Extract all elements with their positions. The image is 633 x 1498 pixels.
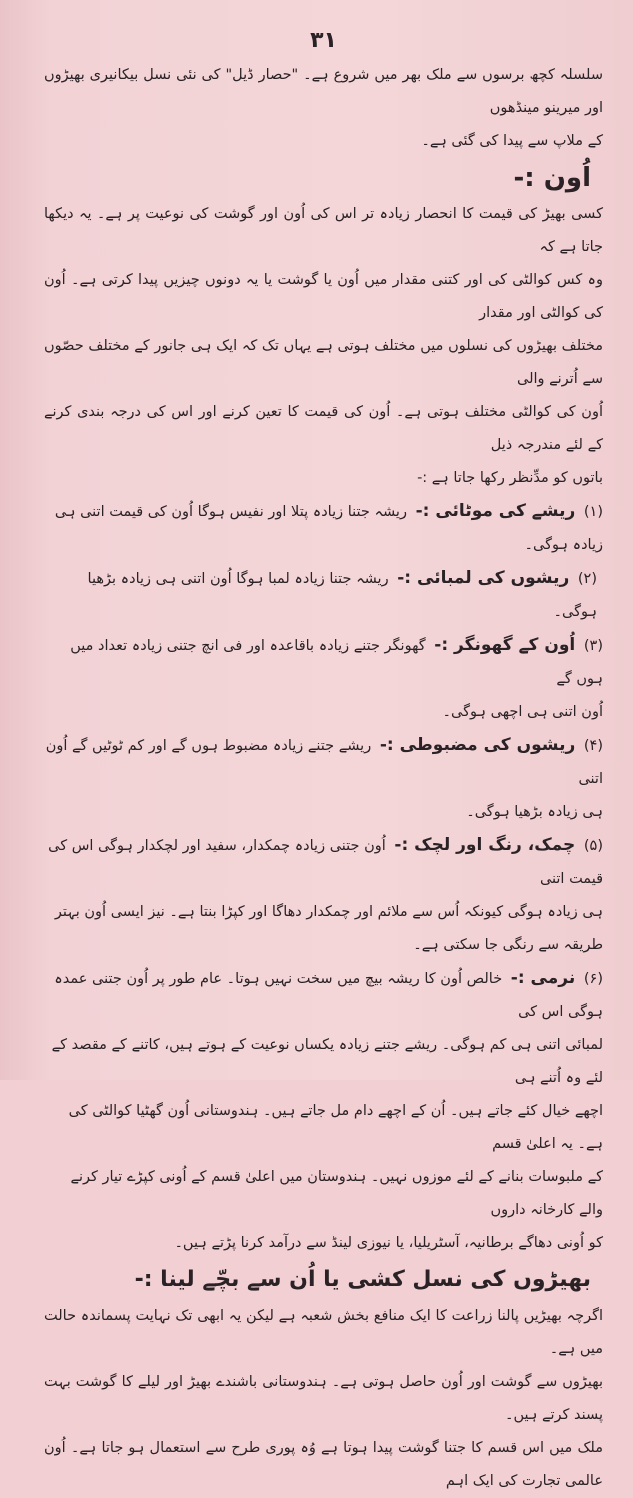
- intro-paragraph: [44, 59, 603, 158]
- page-number: ۳۱: [310, 28, 337, 53]
- item-title: نرمی :-: [510, 968, 576, 988]
- list-item: [44, 495, 603, 562]
- list-item: [44, 729, 603, 796]
- section-heading-wool: اُون :-: [513, 163, 591, 193]
- text-line: اُون کی کوالٹی مختلف ہوتی ہے۔ اُون کی قیمت کا تعین کرنے اور اس کی درجہ بندی کرنے کے لئے مندرجہ ذیل: [44, 404, 603, 453]
- list-item: [44, 562, 603, 629]
- text-line: بھیڑوں سے گوشت اور اُون حاصل ہوتی ہے۔ ہندوستانی باشندے بھیڑ اور لیلے کا گوشت بہت پسند کرتے ہیں۔: [44, 1374, 603, 1423]
- wool-criteria-list: [44, 495, 603, 1260]
- item-number: (۶): [583, 971, 603, 987]
- item-title: ریشوں کی مضبوطی :-: [379, 735, 576, 755]
- item-number: (۴): [583, 738, 603, 754]
- text-line: کسی بھیڑ کی قیمت کا انحصار زیادہ تر اس کی اُون اور گوشت کی نوعیت پر ہے۔ یہ دیکھا جاتا ہے کہ: [44, 206, 603, 255]
- item-title: چمک، رنگ اور لچک :-: [394, 835, 576, 855]
- item-continuation: ہی زیادہ بڑھیا ہوگی۔: [466, 804, 603, 820]
- item-number: (۵): [583, 838, 603, 854]
- text-line: باتوں کو مدِّنظر رکھا جاتا ہے :-: [417, 470, 603, 486]
- wool-section: [44, 158, 603, 1260]
- item-text: خالص اُون کا ریشہ بیچ میں سخت نہیں ہوتا۔ عام طور پر اُون جتنی عمدہ ہوگی اس کی: [54, 971, 603, 1020]
- item-continuation: اچھے خیال کئے جاتے ہیں۔ اُن کے اچھے دام مل جاتے ہیں۔ ہندوستانی اُون گھٹیا کوالٹی کی ہے۔ یہ اعلیٰ قسم: [68, 1103, 603, 1152]
- item-text: ریشہ جتنا زیادہ لمبا ہوگا اُون اتنی ہی زیادہ بڑھیا ہوگی۔: [87, 571, 597, 620]
- item-continuation: اُون اتنی ہی اچھی ہوگی۔: [442, 704, 603, 720]
- breeding-section: [44, 1260, 603, 1498]
- list-item: [44, 829, 603, 896]
- section-heading-breeding: بھیڑوں کی نسل کشی یا اُن سے بچّے لینا :-: [134, 1267, 591, 1292]
- item-text: گھونگر جتنے زیادہ باقاعدہ اور فی انچ جتنی زیادہ تعداد میں ہوں گے: [70, 638, 603, 687]
- item-text: ریشہ جتنا زیادہ پتلا اور نفیس ہوگا اُون کی قیمت اتنی ہی زیادہ ہوگی۔: [54, 504, 603, 553]
- item-continuation: ہی زیادہ ہوگی کیونکہ اُس سے ملائم اور چمکدار دھاگا اور کپڑا بنتا ہے۔ نیز ایسی اُون بہتر طریقہ سے رنگی جا سکتی ہے۔: [54, 904, 603, 953]
- item-continuation: کو اُونی دھاگے برطانیہ، آسٹریلیا، یا نیوزی لینڈ سے درآمد کرنا پڑتے ہیں۔: [174, 1235, 603, 1251]
- item-text: اُون جتنی زیادہ چمکدار، سفید اور لچکدار ہوگی اس کی قیمت اتنی: [48, 838, 603, 887]
- item-number: (۲): [577, 571, 597, 587]
- item-title: اُون کے گھونگر :-: [434, 635, 576, 655]
- list-item: [44, 962, 603, 1029]
- text-line: اگرچہ بھیڑیں پالنا زراعت کا ایک منافع بخش شعبہ ہے لیکن یہ ابھی تک نہایت پسماندہ حالت میں ہے۔: [44, 1308, 603, 1357]
- item-continuation: لمبائی اتنی ہی کم ہوگی۔ ریشے جتنے زیادہ یکساں نوعیت کے ہوتے ہیں، کاتنے کے مقصد کے لئے وہ اُتنے ہی: [51, 1037, 603, 1086]
- wool-paragraph: [44, 198, 603, 495]
- item-title: ریشے کی موٹائی :-: [415, 501, 576, 521]
- text-line: کے ملاپ سے پیدا کی گئی ہے۔: [421, 133, 603, 149]
- item-text: ریشے جتنے زیادہ مضبوط ہوں گے اور کم ٹوٹیں گے اُون اتنی: [45, 738, 603, 787]
- item-number: (۱): [583, 504, 603, 520]
- text-line: وہ کس کوالٹی کی اور کتنی مقدار میں اُون یا گوشت یا یہ دونوں چیزیں پیدا کرتی ہے۔ اُون کی کوالٹی اور مقدار: [44, 272, 603, 321]
- item-continuation: کے ملبوسات بنانے کے لئے موزوں نہیں۔ ہندوستان میں اعلیٰ قسم کے اُونی کپڑے تیار کرنے والے کارخانہ داروں: [70, 1169, 603, 1218]
- list-item: [44, 629, 603, 696]
- text-line: سلسلہ کچھ برسوں سے ملک بھر میں شروع ہے۔ "حصار ڈیل" کی نئی نسل بیکانیری بھیڑوں اور میرینو مینڈھوں: [44, 67, 603, 116]
- item-title: ریشوں کی لمبائی :-: [397, 568, 570, 588]
- text-line: مختلف بھیڑوں کی نسلوں میں مختلف ہوتی ہے یہاں تک کہ ایک ہی جانور کے مختلف حصّوں سے اُترنے والی: [44, 338, 603, 387]
- text-line: ملک میں اس قسم کا جتنا گوشت پیدا ہوتا ہے وُہ پوری طرح سے استعمال ہو جاتا ہے۔ اُون عالمی تجارت کی ایک اہم: [44, 1440, 603, 1489]
- item-number: (۳): [583, 638, 603, 654]
